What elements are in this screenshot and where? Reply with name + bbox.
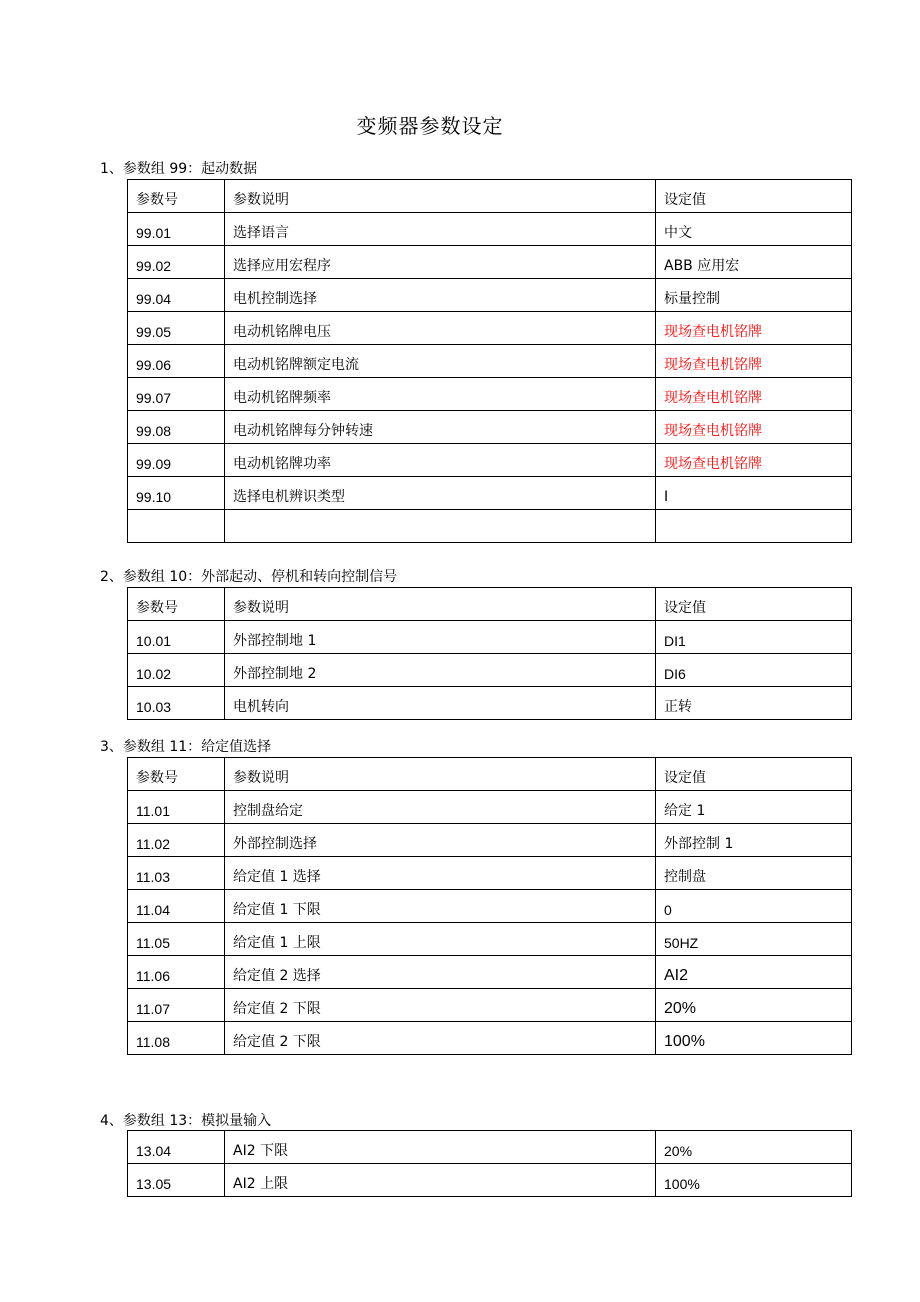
table-row [128, 989, 852, 1022]
table-row [128, 791, 852, 824]
param-desc: AI2 上限 [225, 1164, 656, 1197]
table-row [128, 687, 852, 720]
param-desc: 选择语言 [225, 213, 656, 246]
table-row [128, 1164, 852, 1197]
param-desc: 电动机铭牌频率 [225, 378, 656, 411]
param-desc: 电机转向 [225, 687, 656, 720]
param-value: 现场查电机铭牌 [656, 378, 852, 411]
table-row [128, 312, 852, 345]
param-num: 10.03 [128, 687, 225, 720]
param-value: 现场查电机铭牌 [656, 444, 852, 477]
param-desc: 给定值 2 下限 [225, 989, 656, 1022]
header-desc: 参数说明 [225, 588, 656, 621]
table-row [128, 279, 852, 312]
param-num: 11.05 [128, 923, 225, 956]
table-row [128, 890, 852, 923]
param-desc: 控制盘给定 [225, 791, 656, 824]
header-num: 参数号 [128, 588, 225, 621]
param-desc: 电动机铭牌电压 [225, 312, 656, 345]
empty-cell [656, 510, 852, 543]
table-row [128, 923, 852, 956]
param-value: 中文 [656, 213, 852, 246]
param-num: 11.01 [128, 791, 225, 824]
table-row [128, 444, 852, 477]
param-value: 给定 1 [656, 791, 852, 824]
param-table-13 [127, 1130, 852, 1197]
section-heading-99: 1、参数组 99：起动数据 [100, 161, 258, 177]
table-row [128, 213, 852, 246]
param-num: 99.08 [128, 411, 225, 444]
empty-cell [128, 510, 225, 543]
header-num: 参数号 [128, 758, 225, 791]
param-desc: 电机控制选择 [225, 279, 656, 312]
table-row [128, 246, 852, 279]
param-num: 13.05 [128, 1164, 225, 1197]
param-value: 标量控制 [656, 279, 852, 312]
param-num: 99.01 [128, 213, 225, 246]
header-value: 设定值 [656, 588, 852, 621]
param-num: 99.07 [128, 378, 225, 411]
table-header-row [128, 588, 852, 621]
table-header-row [128, 758, 852, 791]
section-heading-10: 2、参数组 10：外部起动、停机和转向控制信号 [100, 569, 398, 585]
header-num: 参数号 [128, 180, 225, 213]
param-desc: 外部控制地 2 [225, 654, 656, 687]
param-num: 13.04 [128, 1131, 225, 1164]
param-desc: 选择应用宏程序 [225, 246, 656, 279]
param-num: 99.05 [128, 312, 225, 345]
param-desc: 给定值 2 下限 [225, 1022, 656, 1055]
table-row-empty [128, 510, 852, 543]
param-desc: 给定值 1 上限 [225, 923, 656, 956]
param-desc: 电动机铭牌每分钟转速 [225, 411, 656, 444]
table-row [128, 345, 852, 378]
param-value: 50HZ [656, 923, 852, 956]
param-num: 11.03 [128, 857, 225, 890]
param-num: 99.10 [128, 477, 225, 510]
param-value: 20% [656, 1131, 852, 1164]
table-row [128, 1022, 852, 1055]
param-desc: 给定值 2 选择 [225, 956, 656, 989]
param-value: 正转 [656, 687, 852, 720]
param-num: 99.09 [128, 444, 225, 477]
param-num: 99.02 [128, 246, 225, 279]
param-value: 现场查电机铭牌 [656, 411, 852, 444]
param-value: AI2 [656, 956, 852, 989]
param-value: 0 [656, 890, 852, 923]
table-row [128, 857, 852, 890]
header-desc: 参数说明 [225, 180, 656, 213]
param-num: 99.06 [128, 345, 225, 378]
param-value: 现场查电机铭牌 [656, 345, 852, 378]
section-heading-11: 3、参数组 11：给定值选择 [100, 739, 272, 755]
table-row [128, 621, 852, 654]
param-desc: 给定值 1 选择 [225, 857, 656, 890]
param-desc: 电动机铭牌额定电流 [225, 345, 656, 378]
param-table-11 [127, 757, 852, 1055]
param-desc: 电动机铭牌功率 [225, 444, 656, 477]
param-num: 11.07 [128, 989, 225, 1022]
param-desc: 外部控制选择 [225, 824, 656, 857]
param-value: 100% [656, 1022, 852, 1055]
param-value: 20% [656, 989, 852, 1022]
param-num: 11.02 [128, 824, 225, 857]
header-desc: 参数说明 [225, 758, 656, 791]
param-value: DI1 [656, 621, 852, 654]
param-desc: 外部控制地 1 [225, 621, 656, 654]
param-value: 外部控制 1 [656, 824, 852, 857]
param-num: 10.02 [128, 654, 225, 687]
param-value: 控制盘 [656, 857, 852, 890]
table-header-row [128, 180, 852, 213]
param-value: DI6 [656, 654, 852, 687]
header-value: 设定值 [656, 180, 852, 213]
param-desc: 给定值 1 下限 [225, 890, 656, 923]
table-row [128, 956, 852, 989]
header-value: 设定值 [656, 758, 852, 791]
empty-cell [225, 510, 656, 543]
param-value: 现场查电机铭牌 [656, 312, 852, 345]
param-num: 10.01 [128, 621, 225, 654]
page-title: 变频器参数设定 [356, 114, 504, 138]
table-row [128, 654, 852, 687]
table-row [128, 824, 852, 857]
param-desc: AI2 下限 [225, 1131, 656, 1164]
table-row [128, 411, 852, 444]
param-value: ABB 应用宏 [656, 246, 852, 279]
param-num: 11.06 [128, 956, 225, 989]
param-num: 99.04 [128, 279, 225, 312]
param-desc: 选择电机辨识类型 [225, 477, 656, 510]
section-heading-13: 4、参数组 13：模拟量输入 [100, 1113, 272, 1129]
table-row [128, 378, 852, 411]
param-num: 11.04 [128, 890, 225, 923]
param-num: 11.08 [128, 1022, 225, 1055]
param-table-99 [127, 179, 852, 543]
table-row [128, 1131, 852, 1164]
param-value: 100% [656, 1164, 852, 1197]
param-value: I [656, 477, 852, 510]
table-row [128, 477, 852, 510]
param-table-10 [127, 587, 852, 720]
